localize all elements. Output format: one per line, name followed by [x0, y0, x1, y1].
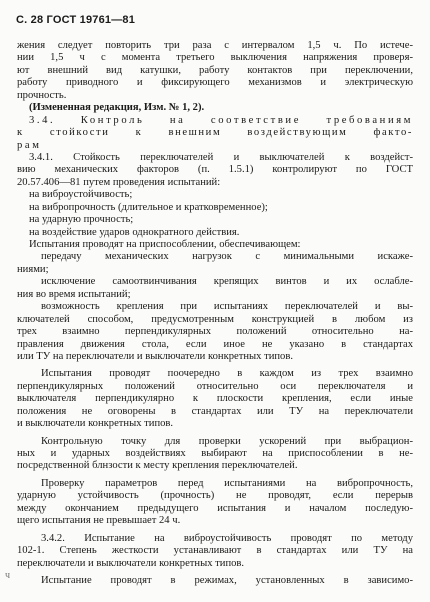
list-item: на вибропрочность (длительное и кратковременное);	[29, 201, 268, 213]
text-line: правления движения стола, если иное не указано в стандартах	[17, 338, 413, 350]
text-line: между окончанием предыдущего испытания и началом последую-	[17, 502, 413, 514]
text-line: вию механических факторов (п. 1.5.1) контролируют по ГОСТ	[17, 164, 413, 176]
text-line: Проверку параметров перед испытаниями на вибропрочность,	[41, 477, 413, 489]
text-line: 20.57.406—81 путем проведения испытаний:	[17, 176, 221, 188]
text-line: Испытания проводят поочередно в каждом из трех взаимно	[41, 368, 413, 380]
page-header: С. 28 ГОСТ 19761—81	[16, 14, 136, 26]
document-body	[17, 40, 413, 587]
text-line: Испытание проводят в режимах, установленных в зависимо-	[41, 574, 413, 586]
text-line: 3.4.2. Испытание на виброустойчивость проводят по методу	[41, 532, 413, 544]
list-item: на воздействие ударов однократного действия.	[29, 226, 240, 238]
text-line: трех взаимно перпендикулярных положений относительно на-	[17, 326, 413, 338]
text-line: Контрольную точку для проверки ускорений при выбрацион-	[41, 435, 413, 447]
text-line: исключение самоотвинчивания крепящих винтов и их ослабле-	[41, 276, 413, 288]
text-line: выключателя перпендикулярно к плоскости крепления, если иные	[17, 393, 413, 405]
text-line: нии 1,5 ч с момента третьего выключения напряжения проверя-	[17, 52, 413, 64]
text-line: переключатели и выключатели конкретных типов.	[17, 557, 245, 569]
text-line: работу приводного и фиксирующего механизмов и электрическую	[17, 77, 413, 89]
text-line: Испытания проводят на приспособлении, обеспечивающем:	[29, 239, 301, 250]
text-line: передачу механических нагрузок с минимальными искаже-	[41, 251, 413, 263]
text-line: щего испытания не превышает 24 ч.	[17, 515, 181, 527]
section-heading: рам	[17, 139, 42, 151]
text-line: или ТУ на переключатели и выключатели конкретных типов.	[17, 350, 293, 362]
section-heading: к стойкости к внешним воздействующим факто-	[17, 127, 413, 139]
text-line: возможность крепления при испытаниях переключателей и вы-	[41, 301, 413, 313]
text-line: 3.4.1. Стойкость переключателей и выключателей к воздейст-	[29, 151, 413, 163]
list-item: на виброустойчивость;	[29, 189, 133, 201]
text-line: прочность.	[17, 89, 67, 101]
text-line: ниями;	[17, 263, 49, 275]
text-line: ных и ударных воздействиях выбирают на приспособлении в не-	[17, 448, 413, 459]
text-line: посредственной блнзости к месту крепления переключателей.	[17, 460, 298, 472]
list-item: на ударную прочность;	[29, 214, 134, 226]
text-line: ют внешний вид катушки, работу контактов при переключении,	[17, 64, 413, 76]
text-line: ударную устойчивость (прочность) не проводят, если перерыв	[17, 490, 413, 502]
text-line: жения следует повторить три раза с интервалом 1,5 ч. По истече-	[17, 40, 413, 51]
text-line: ния во время испытаний;	[17, 288, 131, 300]
text-line: положения не оговорены в стандартах или ТУ на переключатели	[17, 405, 413, 417]
section-heading: 3.4. Контроль на соответствие требованиям	[29, 114, 413, 126]
text-line: 102-1. Степень жесткости устанавливают в стандартах или ТУ на	[17, 545, 413, 557]
amendment-note: (Измененная редакция, Изм. № 1, 2).	[29, 102, 205, 114]
text-line: перпендикулярных положений относительно оси переключателя и	[17, 380, 413, 392]
margin-mark: ч	[5, 570, 11, 581]
text-line: и выключатели конкретных типов.	[17, 418, 174, 430]
text-line: ключателей способом, предусмотренным конструкцией в любом из	[17, 313, 413, 325]
